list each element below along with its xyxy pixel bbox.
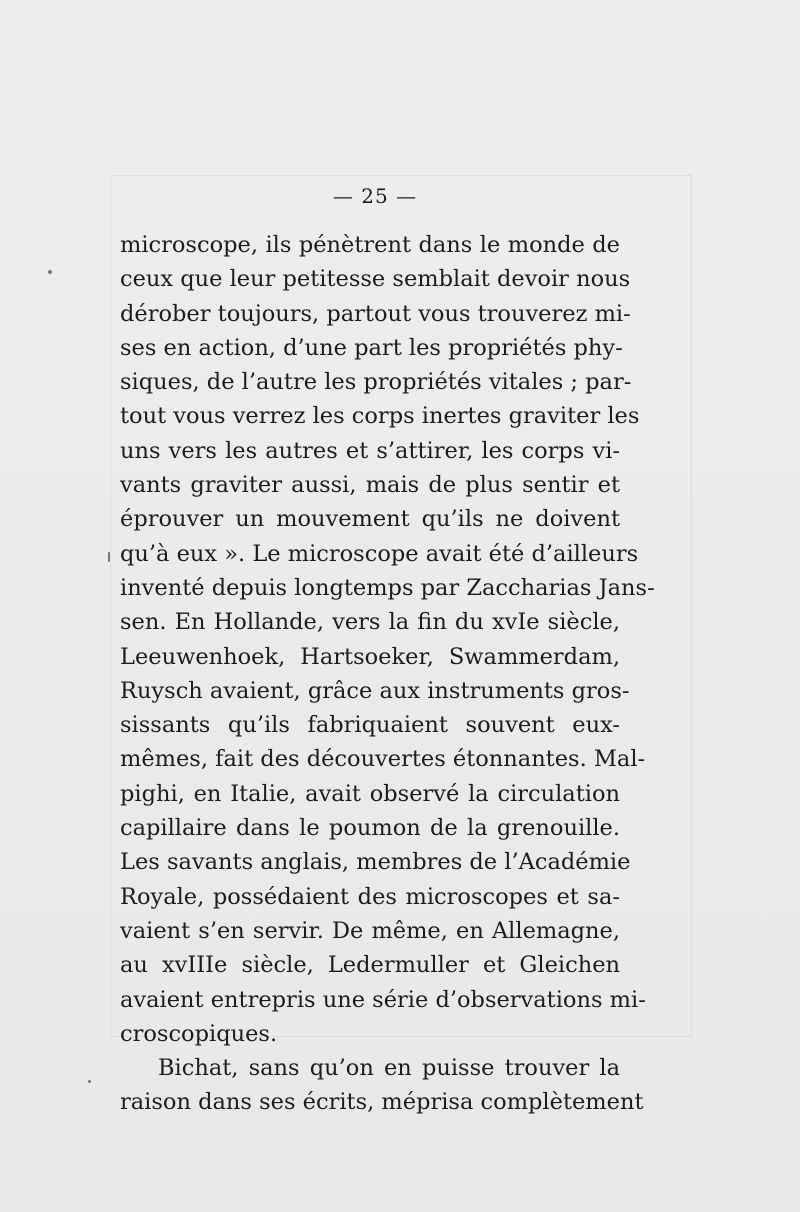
text-line: dérober toujours, partout vous trouverez mi- (120, 300, 631, 327)
text-line: capillaire dans le poumon de la grenouille. (120, 815, 620, 842)
text-line: Bichat, sans qu’on en puisse trouver la (158, 1055, 620, 1082)
text-line: ceux que leur petitesse semblait devoir nous (120, 266, 631, 293)
text-line: croscopiques. (120, 1020, 278, 1047)
text-line: Les savants anglais, membres de l’Académie (120, 849, 631, 876)
text-line: pighi, en Italie, avait observé la circulation (120, 780, 620, 807)
text-line: mêmes, fait des découvertes étonnantes. Mal- (120, 746, 646, 773)
text-line: raison dans ses écrits, méprisa complètement (120, 1089, 644, 1116)
text-line: sen. En Hollande, vers la fin du xvIe siècle, (120, 609, 620, 636)
text-line: qu’à eux ». Le microscope avait été d’ailleurs (120, 540, 639, 567)
text-line: Ruysch avaient, grâce aux instruments gros- (120, 677, 630, 704)
text-line: ses en action, d’une part les propriétés phy- (120, 334, 623, 361)
text-line: tout vous verrez les corps inertes graviter les (120, 403, 640, 430)
text-line: Leeuwenhoek, Hartsoeker, Swammerdam, (120, 643, 620, 670)
paper-speck (108, 552, 110, 562)
text-line: inventé depuis longtemps par Zaccharias Jans- (120, 574, 655, 601)
text-line: vants graviter aussi, mais de plus sentir et (120, 472, 620, 499)
paper-speck (88, 1080, 91, 1083)
paper-speck (48, 270, 52, 274)
text-line: uns vers les autres et s’attirer, les corps vi- (120, 437, 620, 464)
text-line: microscope, ils pénètrent dans le monde de (120, 232, 620, 258)
text-line: vaient s’en servir. De même, en Allemagne, (120, 917, 620, 944)
body-text (120, 228, 655, 1120)
text-line: éprouver un mouvement qu’ils ne doivent (120, 506, 620, 533)
text-line: sissants qu’ils fabriquaient souvent eux- (120, 712, 620, 739)
text-line: siques, de l’autre les propriétés vitales ; par- (120, 369, 632, 396)
text-line: avaient entrepris une série d’observations mi- (120, 986, 646, 1013)
page-number-header: — 25 — (332, 184, 418, 208)
text-line: Royale, possédaient des microscopes et sa- (120, 883, 620, 910)
text-line: au xvIIIe siècle, Ledermuller et Gleichen (120, 952, 620, 979)
